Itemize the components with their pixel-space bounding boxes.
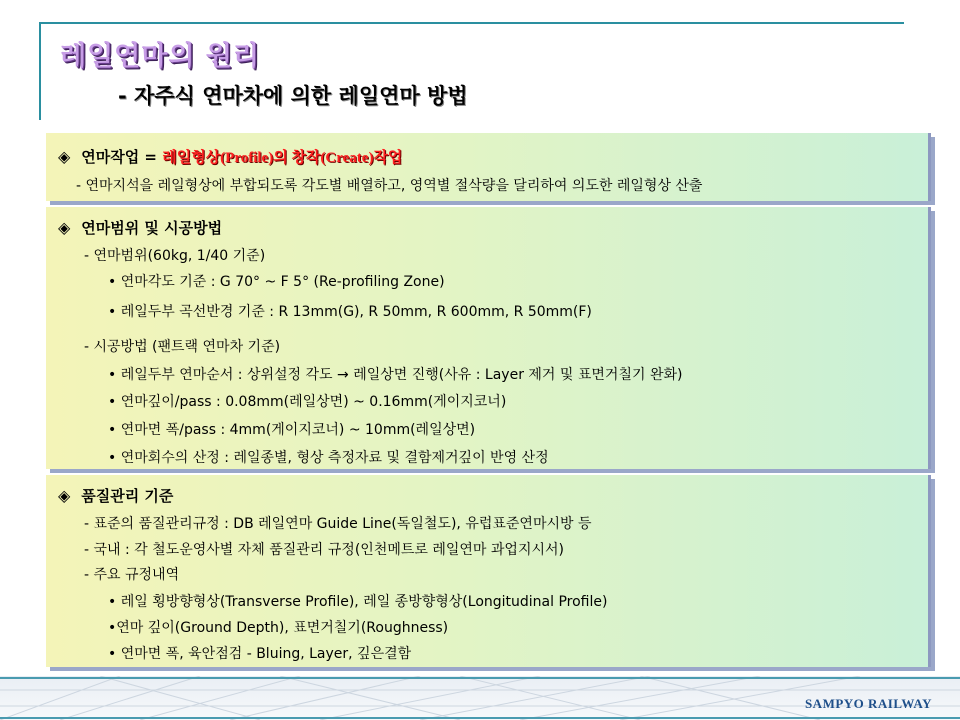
slide-subtitle: - 자주식 연마차에 의한 레일연마 방법 <box>118 84 468 108</box>
section3-line2: - 국내 : 각 철도운영사별 자체 품질관리 규정(인천메트로 레일연마 과업지시서) <box>84 542 564 558</box>
section2-heading <box>58 219 222 237</box>
panel-quality-control <box>46 475 931 667</box>
section3-item2: •연마 깊이(Ground Depth), 표면거칠기(Roughness) <box>108 620 449 636</box>
title-left-rule <box>39 22 41 120</box>
section2-range-label: - 연마범위(60kg, 1/40 기준) <box>84 248 266 264</box>
section2-range-item1: • 연마각도 기준 : G 70° ~ F 5° (Re-profiling Zone) <box>108 274 445 290</box>
footer-top-rule <box>0 677 960 679</box>
section1-heading-highlight: 레일형상(Profile)의 창작(Create)작업 <box>162 150 403 166</box>
section2-heading-text: 연마범위 및 시공방법 <box>81 219 223 237</box>
section3-heading-text: 품질관리 기준 <box>81 487 174 505</box>
section2-method-item1: • 레일두부 연마순서 : 상위설정 각도 → 레일상면 진행(사유 : Layer 제거 및 표면거칠기 완화) <box>108 367 683 383</box>
panel-grinding-work <box>46 133 931 201</box>
section1-heading-prefix: 연마작업 = <box>81 148 163 166</box>
section2-range-item2: • 레일두부 곡선반경 기준 : R 13mm(G), R 50mm, R 600mm, R 50mm(F) <box>108 304 592 320</box>
section3-line1: - 표준의 품질관리규정 : DB 레일연마 Guide Line(독일철도), 유럽표준연마시방 등 <box>84 516 592 532</box>
panel-range-method <box>46 207 931 469</box>
section2-method-item3: • 연마면 폭/pass : 4mm(게이지코너) ~ 10mm(레일상면) <box>108 422 476 438</box>
slide-title: 레일연마의 원리 <box>60 41 260 72</box>
diamond-icon: ◈ <box>58 147 71 166</box>
diamond-icon: ◈ <box>58 218 71 237</box>
section1-heading <box>58 148 402 167</box>
section3-item3: • 연마면 폭, 육안점검 - Bluing, Layer, 깊은결함 <box>108 646 412 662</box>
diamond-icon: ◈ <box>58 486 71 505</box>
section1-line1: - 연마지석을 레일형상에 부합되도록 각도별 배열하고, 영역별 절삭량을 달리하여 의도한 레일형상 산출 <box>76 178 703 194</box>
title-top-rule <box>40 22 904 24</box>
section2-method-label: - 시공방법 (팬트랙 연마차 기준) <box>84 339 281 355</box>
section2-method-item4: • 연마회수의 산정 : 레일종별, 형상 측정자료 및 결함제거깊이 반영 산정 <box>108 450 549 466</box>
section3-line3: - 주요 규정내역 <box>84 567 180 583</box>
section2-method-item2: • 연마깊이/pass : 0.08mm(레일상면) ~ 0.16mm(게이지코너) <box>108 394 507 410</box>
section3-heading <box>58 487 173 505</box>
footer-brand: SAMPYO RAILWAY <box>804 696 932 711</box>
footer-bottom-rule <box>0 717 960 719</box>
section3-item1: • 레일 횡방향형상(Transverse Profile), 레일 종방향형상(Longitudinal Profile) <box>108 594 608 610</box>
